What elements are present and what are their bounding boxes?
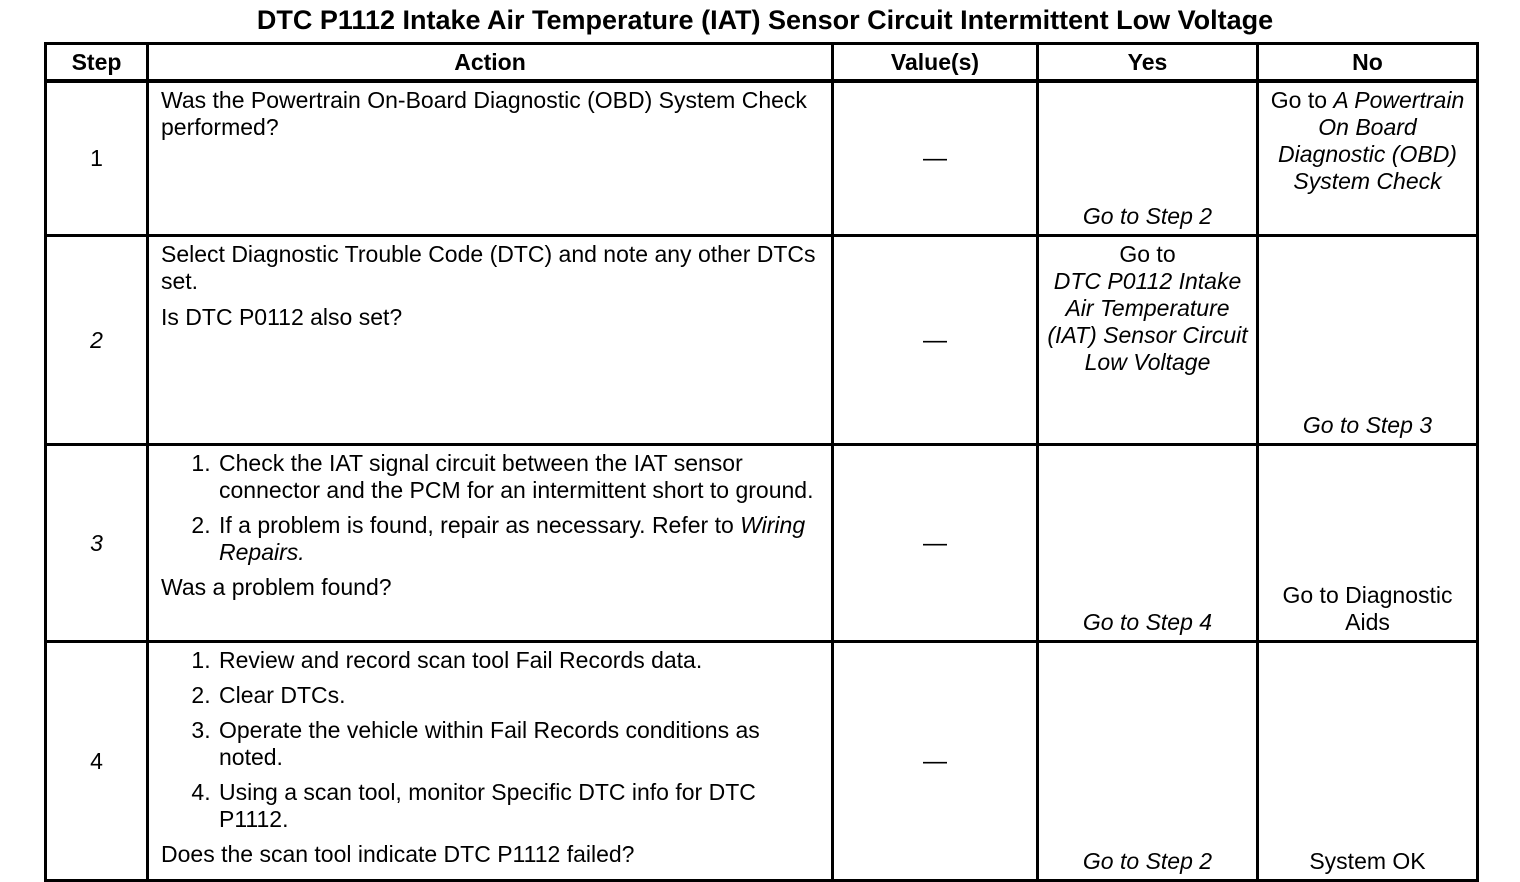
no-cell (1258, 642, 1478, 881)
list-item: 1. Review and record scan tool Fail Records data. (217, 647, 821, 674)
yes-cell (1038, 445, 1258, 642)
list-item: 2. If a problem is found, repair as necessary. Refer to Wiring Repairs. (217, 512, 821, 566)
column-header-step: Step (46, 44, 148, 82)
system-ok-text: System OK (1309, 848, 1426, 874)
step-number: 1 (46, 81, 148, 236)
table-row (46, 642, 1478, 881)
yes-cell (1038, 236, 1258, 445)
goto-step-link[interactable]: Go to Step 3 (1302, 412, 1433, 438)
dtc-p0112-link[interactable]: DTC P0112 Intake Air Temperature (IAT) Sensor Circuit Low Voltage (1047, 268, 1248, 375)
action-question: Was the Powertrain On-Board Diagnostic (OBD) System Check performed? (161, 87, 807, 140)
column-header-yes: Yes (1038, 44, 1258, 82)
table-row (46, 445, 1478, 642)
diagnostic-aids-link[interactable]: Go to Diagnostic Aids (1282, 582, 1453, 635)
goto-step-link[interactable]: Go to Step 4 (1082, 609, 1213, 635)
yes-cell (1038, 81, 1258, 236)
action-instruction: Select Diagnostic Trouble Code (DTC) and note any other DTCs set. (161, 241, 816, 294)
action-step-list (161, 450, 821, 566)
yes-cell (1038, 642, 1258, 881)
list-item: 2. Clear DTCs. (217, 682, 821, 709)
action-cell (148, 642, 833, 881)
column-header-action: Action (148, 44, 833, 82)
diagnostic-table (44, 42, 1479, 882)
action-question: Is DTC P0112 also set? (161, 304, 403, 330)
no-cell (1258, 236, 1478, 445)
no-cell (1258, 445, 1478, 642)
goto-step-link[interactable]: Go to Step 2 (1082, 203, 1213, 229)
value-cell: — (833, 445, 1038, 642)
action-question: Was a problem found? (161, 574, 392, 600)
goto-step-link[interactable]: Go to Step 2 (1082, 848, 1213, 874)
list-item: 1. Check the IAT signal circuit between the IAT sensor connector and the PCM for an intermittent short to ground. (217, 450, 821, 504)
no-cell (1258, 81, 1478, 236)
value-cell: — (833, 642, 1038, 881)
action-cell (148, 445, 833, 642)
list-item: 3. Operate the vehicle within Fail Records conditions as noted. (217, 717, 821, 771)
value-cell: — (833, 236, 1038, 445)
goto-prefix: Go to (1270, 87, 1328, 113)
column-header-no: No (1258, 44, 1478, 82)
action-step-list (161, 647, 821, 833)
step-number: 2 (46, 236, 148, 445)
column-header-values: Value(s) (833, 44, 1038, 82)
header-row (46, 44, 1478, 82)
page-title: DTC P1112 Intake Air Temperature (IAT) Sensor Circuit Intermittent Low Voltage (256, 5, 1274, 35)
wiring-repairs-link[interactable]: Wiring Repairs. (219, 512, 806, 565)
value-cell: — (833, 81, 1038, 236)
goto-prefix: Go to (1119, 241, 1176, 267)
table-row (46, 81, 1478, 236)
list-item: 4. Using a scan tool, monitor Specific DTC info for DTC P1112. (217, 779, 821, 833)
table-row (46, 236, 1478, 445)
step-number: 4 (46, 642, 148, 881)
action-question: Does the scan tool indicate DTC P1112 failed? (161, 841, 635, 867)
action-cell (148, 236, 833, 445)
obd-system-check-link[interactable]: A Powertrain On Board Diagnostic (OBD) System Check (1278, 87, 1465, 194)
action-cell (148, 81, 833, 236)
step-number: 3 (46, 445, 148, 642)
